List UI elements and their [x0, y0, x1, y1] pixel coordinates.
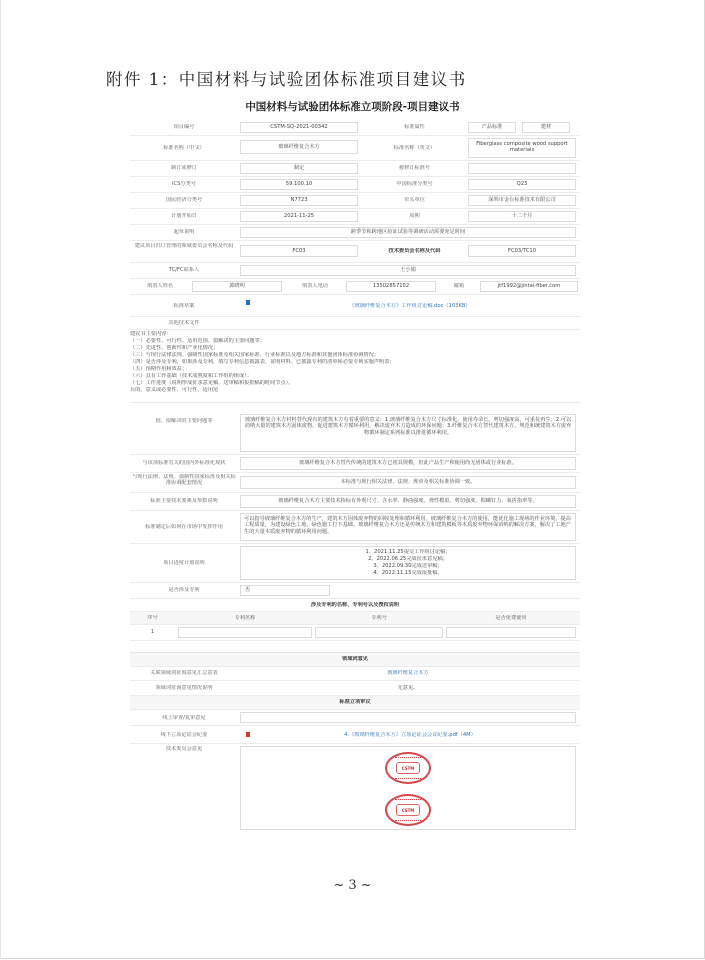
row-revision — [130, 161, 580, 177]
value-contact[interactable]: 王小娟 — [240, 265, 576, 276]
label-coordination: 与现行法律、法规、强制性国家标准及相关标准协调配套情况 — [132, 474, 236, 487]
value-status[interactable]: 玻璃纤维复合木方替代传统的建筑木方已初具规模，但此产品生产和使用尚无团体或行业标准。 — [240, 457, 576, 470]
value-email[interactable]: jtf1992@jintai-fiber.com — [480, 281, 578, 292]
patent-number-input[interactable] — [315, 627, 443, 638]
word-file-icon — [246, 300, 250, 305]
patent-row — [130, 625, 580, 641]
value-industry[interactable]: 建材 — [522, 122, 570, 133]
value-filler-phone[interactable]: 13502857102 — [346, 281, 436, 292]
notes-line: （七）工作进度（说明形成征求意见稿、送审稿和报批稿的时间节点）。 — [130, 380, 294, 386]
patent-title-row — [130, 599, 580, 612]
notes-title: 建议书主要内容： — [130, 331, 172, 337]
value-ccs[interactable]: Q23 — [468, 179, 576, 190]
value-domain-committee[interactable]: FC03 — [240, 245, 358, 257]
label-drafting-note: 起草说明 — [173, 229, 195, 235]
label-schedule: 项目进度计划说明 — [163, 560, 205, 566]
official-seal — [385, 794, 431, 826]
label-patent-flag: 是否涉及专利 — [168, 587, 200, 593]
label-revised-standard: 被修订标准号 — [398, 165, 431, 171]
value-ics[interactable]: 59.100.10 — [240, 179, 358, 190]
patent-name-input[interactable] — [178, 627, 312, 638]
label-filler-phone: 填表人电话 — [302, 283, 328, 289]
row-draft — [130, 295, 580, 317]
label-tech-params: 标准主要技术要素及参数说明 — [150, 498, 218, 504]
label-revision: 制订或修订 — [171, 165, 197, 171]
value-patent-flag[interactable]: 否 — [240, 585, 330, 596]
value-coordination[interactable]: 本标准与现行相关法律、法规、规章及相关标准协调一致。 — [240, 476, 576, 489]
patent-free-input[interactable] — [446, 627, 576, 638]
label-standard-attribute: 标准属性 — [404, 124, 425, 130]
draft-file-link[interactable]: 《玻璃纤维复合木方》工作组讨论稿.doc（103KB） — [349, 303, 471, 309]
seal-text: CSTM — [401, 766, 415, 772]
seal-band — [395, 775, 422, 779]
row-start-date — [130, 209, 580, 225]
domain-row-summary — [130, 666, 580, 681]
review-title-row — [130, 696, 580, 710]
label-domain-summary: 关联领域词征询意见汇总意表 — [150, 670, 218, 676]
label-period: 周期 — [409, 213, 420, 219]
row-filler — [130, 279, 580, 295]
label-economy-code: 国民经济分类号 — [165, 197, 203, 203]
label-committee-opinion: 技术委员会意见 — [165, 746, 203, 752]
patent-col-number: 专利号 — [371, 615, 387, 621]
value-name-en[interactable]: Fiberglass composite wood support materials — [468, 138, 576, 158]
notes-line: （三）与现行法律法规、强制性国家标准及相关国家标准、行业标准以及地方标准和其他团体标准协调情况； — [130, 352, 380, 358]
review-row-offline — [130, 726, 580, 744]
value-economy-code[interactable]: N7723 — [240, 195, 358, 206]
notes-line: （一）必要性、可行性、适用范围、拟解决的主要问题等； — [130, 338, 265, 344]
minutes-file-link[interactable]: 4.《玻璃纤维复合木方》立项论证会会议纪要.pdf（4M） — [344, 732, 476, 738]
label-lead-unit: 牵头单位 — [404, 197, 425, 203]
label-domain-committee: 建议项目归口管理的领域委员会名称及代码 — [134, 243, 234, 249]
value-filler-name[interactable]: 郭晓明 — [192, 281, 282, 292]
notes-line: 目的、意义或必要性、可行性、适用范 — [130, 387, 219, 393]
notes-line: （五）预期作用和效益； — [130, 366, 188, 372]
row-economy-code — [130, 193, 580, 209]
row-other-docs — [130, 317, 580, 330]
seal-band — [395, 799, 422, 803]
label-other-docs: 其他技术文件 — [168, 320, 200, 326]
official-seal — [385, 752, 431, 784]
domain-row-note — [130, 681, 580, 696]
proposal-form — [130, 120, 580, 832]
schedule-line: 2、2022.06.25完成征求意见稿； — [368, 556, 448, 562]
value-standard-attribute[interactable]: 产品标准 — [468, 122, 516, 133]
label-status: 与该项标准有关的国内外标准化现状 — [142, 460, 226, 466]
row-project-number — [130, 120, 580, 136]
label-offline-review: 线下立项论证会纪要 — [160, 732, 208, 738]
row-contact — [130, 263, 580, 279]
review-row-online — [130, 710, 580, 726]
label-purpose: 围、拟解决的主要问题等 — [155, 418, 213, 424]
row-purpose — [130, 412, 580, 455]
minutes-file-row — [246, 732, 253, 738]
row-ics — [130, 177, 580, 193]
row-patent-flag — [130, 583, 580, 599]
value-tech-params[interactable]: 玻璃纤维复合木方主要技术指标有外观尺寸、含水率、静曲强度、弹性模量、剪切强度、握螺钉力、氧折指率等。 — [240, 495, 576, 508]
label-draft: 标准草案 — [173, 303, 195, 309]
patent-col-index: 序号 — [147, 615, 158, 621]
label-contact: TC/FC联系人 — [168, 267, 200, 273]
form-title: 中国材料与试验团体标准立项阶段-项目建议书 — [245, 101, 460, 113]
seal-band — [395, 817, 422, 821]
value-drafting-note[interactable]: 跨季节和跨地区验证试验等调研活动需要充足时间 — [240, 227, 576, 238]
label-name-en: 标准名称（英文） — [393, 145, 436, 151]
value-name-cn[interactable]: 玻璃纤维复合木方 — [240, 140, 358, 154]
label-email: 邮箱 — [453, 283, 465, 289]
patent-section-title: 涉及专利的名称、专利号以及授权说明 — [310, 602, 400, 608]
value-project-number[interactable]: CSTM-SQ-2021-00342 — [240, 122, 358, 133]
value-market-role[interactable]: 可以指导玻璃纤维复合木方的生产，建筑木方固体废弃物的回收处理和循环利用。玻璃纤维复合木方的使用，能优化施工现场的作业环境，提高工程质量，为建设绿色工地、绿色施工打下基础。玻璃纤维复合木方还是传统木方和建筑模板等木质废弃物环保消纳的解决方案，解决了工地产生的大量木质废弃物的循环利用问题。 — [240, 513, 576, 541]
online-review-input[interactable] — [240, 712, 576, 723]
value-period[interactable]: 十二个月 — [468, 211, 576, 222]
row-drafting-note — [130, 225, 580, 241]
label-ics: ICS分类号 — [171, 181, 196, 187]
label-tech-committee: 技术委员会名称及代码 — [388, 248, 441, 254]
row-tech-params — [130, 493, 580, 511]
label-project-number: 项目编号 — [173, 124, 195, 130]
review-section-title: 标准立项审议 — [339, 699, 371, 705]
notes-line: （四）是否涉及专利，如果涉及专利，填写专利信息披露表、证明材料、已披露专利的清单和必要专利实施声明表； — [130, 359, 395, 365]
label-online-review: 线上审查/复审意见 — [162, 715, 206, 721]
label-name-cn: 标准名称（中文） — [163, 145, 205, 151]
label-start-date: 计划开始日 — [171, 213, 197, 219]
label-domain-note: 领域词征询意见情况说明 — [155, 685, 213, 691]
domain-section-title: 领域词意见 — [342, 656, 368, 662]
label-ccs: 中国标准分类号 — [396, 181, 433, 187]
page-number: ~ 3 ~ — [333, 878, 372, 893]
value-revision[interactable]: 制定 — [240, 163, 358, 174]
row-market-role — [130, 511, 580, 544]
seal-band — [395, 757, 422, 761]
domain-title-row — [130, 652, 580, 667]
row-coordination — [130, 473, 580, 493]
patent-header-row — [130, 612, 580, 625]
notes-block — [130, 330, 580, 403]
patent-col-name: 专利名称 — [234, 615, 256, 621]
schedule-line: 3、2022.09.30完成送审稿； — [373, 563, 443, 569]
value-revised-standard[interactable] — [468, 163, 576, 174]
pdf-file-icon — [246, 732, 250, 737]
domain-summary-link[interactable]: 玻璃纤维复合木方 — [387, 670, 429, 676]
value-purpose[interactable]: 玻璃纤维复合木方材料替代现有的建筑木方有着重要的意义：1.玻璃纤维复合木方尺寸标准化、使用寿命长、剪切强度高、可重复再生；2.可以消纳大量的建筑木方固体废物，促进建筑木方循环利用，解决废弃木方造成的环保问题；3.纤维复合木方替代建筑木方，规范和统建筑木方废弃物循环制定系列标准以推进循环利用。 — [240, 414, 576, 452]
patent-col-free: 是否免费使用 — [495, 615, 527, 621]
seal-text: CSTM — [401, 808, 415, 814]
schedule-line: 4、2022.11.15完成报批稿。 — [373, 570, 443, 576]
notes-line: （二）先进性、创新性和产业化情况； — [130, 345, 219, 351]
schedule-line: 1、2021.11.25提交工作组讨论稿； — [365, 549, 451, 555]
value-tech-committee[interactable]: FC03/TC10 — [468, 245, 576, 257]
value-start-date[interactable]: 2021-11-25 — [240, 211, 358, 222]
notes-line: （六）具有工作基础（技术成熟度和工作组的组成）； — [130, 373, 252, 379]
row-standard-name — [130, 136, 580, 161]
label-filler-name: 填表人姓名 — [147, 283, 173, 289]
row-committee — [130, 241, 580, 263]
row-status — [130, 455, 580, 473]
review-row-committee — [130, 744, 580, 832]
value-domain-note: 无意见。 — [397, 685, 419, 691]
patent-row-index: 1 — [150, 629, 155, 635]
value-lead-unit[interactable]: 深圳市金台标准技术有限公司 — [468, 195, 576, 206]
label-market-role: 标准制定后如何在市场中发挥作用 — [145, 524, 223, 530]
document-heading: 附件 1：中国材料与试验团体标准项目建议书 — [106, 70, 467, 89]
row-schedule — [130, 544, 580, 583]
